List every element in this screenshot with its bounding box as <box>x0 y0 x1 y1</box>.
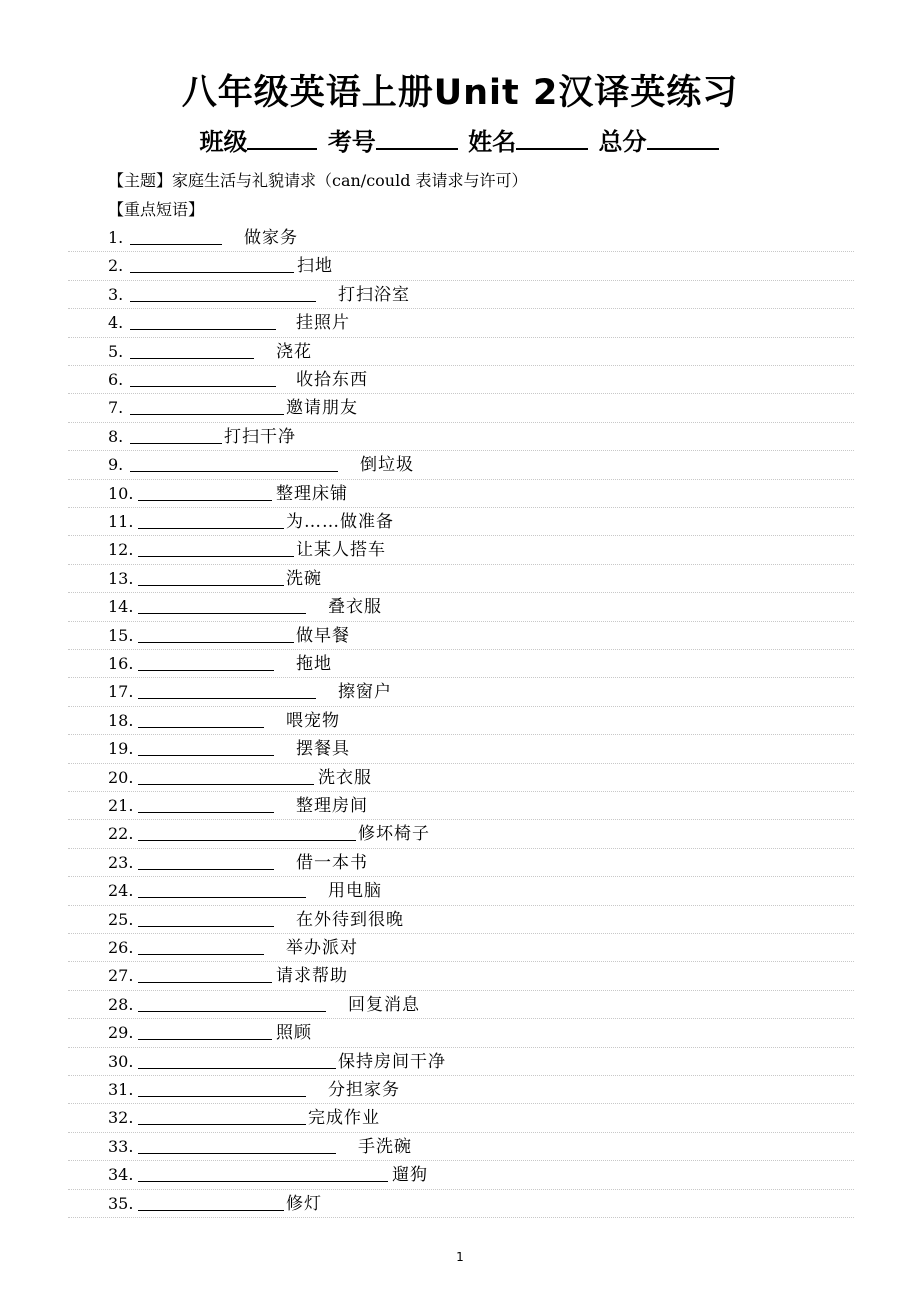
phrase-row <box>68 792 854 820</box>
answer-blank[interactable] <box>138 500 272 501</box>
student-info-line <box>0 124 920 160</box>
phrase-row <box>68 480 854 508</box>
chinese-phrase: 修灯 <box>286 1193 322 1214</box>
answer-blank[interactable] <box>130 329 276 330</box>
chinese-phrase: 洗衣服 <box>318 767 372 788</box>
phrase-number: 18. <box>108 710 134 730</box>
answer-blank[interactable] <box>130 414 284 415</box>
answer-blank[interactable] <box>130 244 222 245</box>
answer-blank[interactable] <box>138 1011 326 1012</box>
class-blank[interactable] <box>247 124 317 150</box>
answer-blank[interactable] <box>130 272 294 273</box>
answer-blank[interactable] <box>138 727 264 728</box>
answer-blank[interactable] <box>138 642 294 643</box>
phrase-number: 4. <box>108 313 124 333</box>
exam-no-blank[interactable] <box>376 124 458 150</box>
phrase-row <box>68 1019 854 1047</box>
answer-blank[interactable] <box>138 698 316 699</box>
phrase-row <box>68 1190 854 1218</box>
phrase-number: 30. <box>108 1051 134 1071</box>
answer-blank[interactable] <box>138 556 294 557</box>
chinese-phrase: 分担家务 <box>328 1080 400 1100</box>
phrase-row <box>68 849 854 877</box>
phrase-row <box>68 934 854 962</box>
answer-blank[interactable] <box>138 613 306 614</box>
chinese-phrase: 打扫干净 <box>224 426 296 447</box>
phrase-number: 6. <box>108 370 124 389</box>
answer-blank[interactable] <box>138 897 306 898</box>
phrase-number: 24. <box>108 881 134 901</box>
answer-blank[interactable] <box>138 585 284 586</box>
phrase-row <box>68 1161 854 1189</box>
answer-blank[interactable] <box>130 301 316 302</box>
phrase-row <box>68 991 854 1019</box>
chinese-phrase: 整理床铺 <box>276 483 348 504</box>
chinese-phrase: 摆餐具 <box>296 739 350 760</box>
phrase-number: 3. <box>108 284 124 304</box>
page-number: 1 <box>456 1250 464 1264</box>
phrase-row <box>68 678 854 706</box>
name-blank[interactable] <box>516 124 588 150</box>
key-phrases-heading: 【重点短语】 <box>108 200 205 219</box>
phrase-number: 17. <box>108 682 134 702</box>
chinese-phrase: 打扫浴室 <box>338 284 410 305</box>
chinese-phrase: 手洗碗 <box>358 1136 412 1157</box>
chinese-phrase: 为……做准备 <box>286 512 394 532</box>
answer-blank[interactable] <box>138 1039 272 1040</box>
phrase-number: 31. <box>108 1080 134 1099</box>
phrase-row <box>68 764 854 792</box>
phrase-row <box>68 338 854 366</box>
phrase-number: 29. <box>108 1023 134 1043</box>
phrase-number: 7. <box>108 398 124 418</box>
chinese-phrase: 保持房间干净 <box>338 1051 446 1072</box>
answer-blank[interactable] <box>138 1153 336 1154</box>
phrase-row <box>68 735 854 763</box>
chinese-phrase: 让某人搭车 <box>296 540 386 561</box>
phrase-number: 35. <box>108 1193 134 1213</box>
score-blank[interactable] <box>647 124 719 150</box>
phrase-number: 19. <box>108 739 134 759</box>
answer-blank[interactable] <box>130 471 338 472</box>
answer-blank[interactable] <box>138 954 264 955</box>
phrase-row <box>68 1076 854 1104</box>
phrase-row <box>68 224 854 252</box>
chinese-phrase: 邀请朋友 <box>286 398 358 419</box>
chinese-phrase: 拖地 <box>296 654 332 674</box>
answer-blank[interactable] <box>130 358 254 359</box>
phrase-row <box>68 650 854 678</box>
phrase-number: 23. <box>108 852 134 872</box>
answer-blank[interactable] <box>138 926 274 927</box>
phrase-row <box>68 565 854 593</box>
phrase-number: 27. <box>108 966 134 986</box>
chinese-phrase: 借一本书 <box>296 852 368 873</box>
chinese-phrase: 擦窗户 <box>338 682 392 703</box>
chinese-phrase: 做家务 <box>244 228 298 248</box>
phrase-number: 34. <box>108 1165 134 1185</box>
phrase-number: 12. <box>108 540 134 560</box>
topic-line: 【主题】家庭生活与礼貌请求（can/could 表请求与许可） <box>108 171 528 190</box>
phrase-number: 8. <box>108 426 124 446</box>
chinese-phrase: 叠衣服 <box>328 597 382 618</box>
chinese-phrase: 做早餐 <box>296 625 350 646</box>
answer-blank[interactable] <box>138 982 272 983</box>
phrase-row <box>68 1048 854 1076</box>
answer-blank[interactable] <box>138 670 274 671</box>
answer-blank[interactable] <box>138 869 274 870</box>
phrase-row <box>68 252 854 280</box>
answer-blank[interactable] <box>130 443 222 444</box>
phrase-row <box>68 508 854 536</box>
phrase-number: 15. <box>108 625 134 645</box>
answer-blank[interactable] <box>138 812 274 813</box>
chinese-phrase: 遛狗 <box>392 1165 428 1186</box>
phrase-row <box>68 309 854 337</box>
exam-no-label: 考号 <box>327 128 376 156</box>
phrase-row <box>68 451 854 479</box>
phrase-row <box>68 366 854 394</box>
chinese-phrase: 用电脑 <box>328 881 382 902</box>
chinese-phrase: 倒垃圾 <box>360 455 414 476</box>
phrase-number: 10. <box>108 483 134 503</box>
phrase-number: 22. <box>108 824 134 844</box>
chinese-phrase: 浇花 <box>276 341 312 362</box>
answer-blank[interactable] <box>138 755 274 756</box>
phrase-row <box>68 820 854 848</box>
phrase-number: 9. <box>108 455 124 475</box>
chinese-phrase: 回复消息 <box>348 994 420 1015</box>
phrase-row <box>68 906 854 934</box>
phrase-number: 13. <box>108 568 134 588</box>
answer-blank[interactable] <box>130 386 276 387</box>
chinese-phrase: 喂宠物 <box>286 710 340 731</box>
chinese-phrase: 收拾东西 <box>296 370 368 390</box>
phrase-row <box>68 877 854 905</box>
chinese-phrase: 完成作业 <box>308 1108 380 1129</box>
answer-blank[interactable] <box>138 1181 388 1182</box>
answer-blank[interactable] <box>138 1068 336 1069</box>
chinese-phrase: 照顾 <box>276 1023 312 1044</box>
answer-blank[interactable] <box>138 840 356 841</box>
phrase-number: 11. <box>108 512 134 531</box>
answer-blank[interactable] <box>138 1210 284 1211</box>
phrase-row <box>68 281 854 309</box>
phrase-row <box>68 962 854 990</box>
phrase-number: 28. <box>108 994 134 1014</box>
phrase-row <box>68 536 854 564</box>
chinese-phrase: 洗碗 <box>286 568 322 589</box>
phrase-number: 20. <box>108 767 134 787</box>
phrase-row <box>68 707 854 735</box>
class-label: 班级 <box>199 128 248 156</box>
page-title: 八年级英语上册Unit 2汉译英练习 <box>181 73 739 113</box>
chinese-phrase: 修坏椅子 <box>358 824 430 845</box>
phrase-number: 32. <box>108 1108 134 1128</box>
phrase-number: 26. <box>108 938 134 957</box>
chinese-phrase: 扫地 <box>297 256 333 277</box>
phrase-number: 2. <box>108 256 124 276</box>
chinese-phrase: 在外待到很晚 <box>296 909 404 930</box>
phrase-row <box>68 1104 854 1132</box>
answer-blank[interactable] <box>138 1124 306 1125</box>
phrase-number: 5. <box>108 341 124 361</box>
phrase-row <box>68 593 854 621</box>
phrase-row <box>68 394 854 422</box>
phrase-number: 16. <box>108 654 134 673</box>
phrase-row <box>68 1133 854 1161</box>
answer-blank[interactable] <box>138 1096 306 1097</box>
phrase-number: 21. <box>108 796 134 815</box>
chinese-phrase: 举办派对 <box>286 938 358 958</box>
chinese-phrase: 请求帮助 <box>276 966 348 987</box>
phrase-number: 14. <box>108 597 134 617</box>
phrase-row <box>68 622 854 650</box>
name-label: 姓名 <box>468 128 517 156</box>
phrase-row <box>68 423 854 451</box>
chinese-phrase: 挂照片 <box>296 313 350 334</box>
chinese-phrase: 整理房间 <box>296 796 368 816</box>
score-label: 总分 <box>598 128 647 156</box>
answer-blank[interactable] <box>138 784 314 785</box>
phrase-number: 33. <box>108 1136 134 1156</box>
phrase-number: 25. <box>108 909 134 929</box>
answer-blank[interactable] <box>138 528 284 529</box>
phrase-number: 1. <box>108 228 124 247</box>
